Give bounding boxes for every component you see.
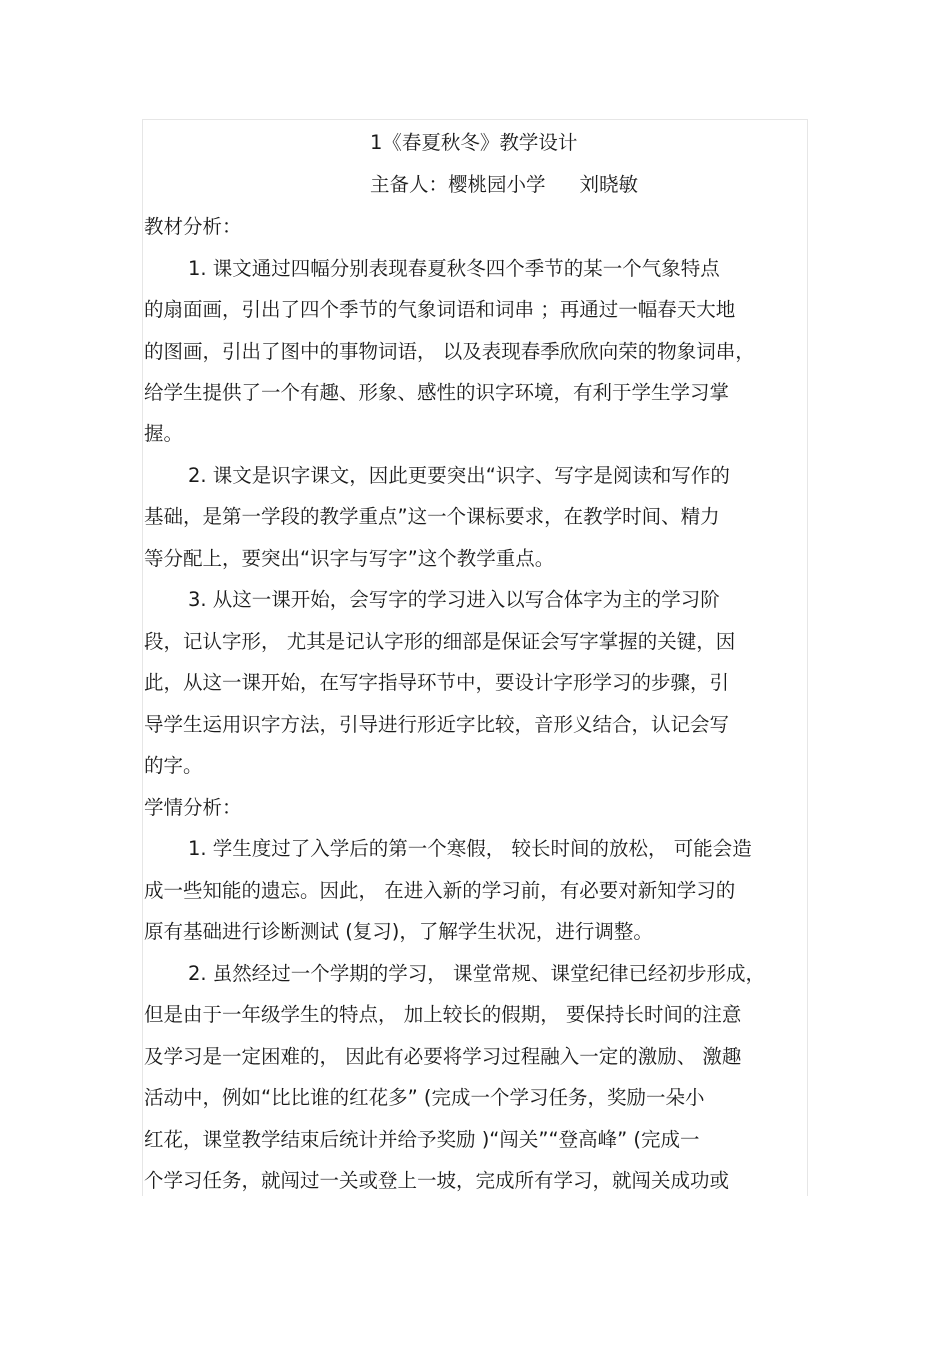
paragraph-line: 2. 虽然经过一个学期的学习， 课堂常规、课堂纪律已经初步形成，: [188, 962, 766, 985]
section-heading-students: 学情分析：: [144, 796, 242, 819]
paragraph-line: 2. 课文是识字课文，因此更要突出“识字、写字是阅读和写作的: [188, 464, 730, 487]
paragraph-line: 1. 学生度过了入学后的第一个寒假， 较长时间的放松， 可能会造: [188, 837, 752, 860]
paragraph-line: 给学生提供了一个有趣、形象、感性的识字环境，有利于学生学习掌: [144, 381, 730, 404]
paragraph-line: 及学习是一定困难的， 因此有必要将学习过程融入一定的激励、 激趣: [144, 1045, 742, 1068]
paragraph-line: 段，记认字形， 尤其是记认字形的细部是保证会写字掌握的关键，因: [144, 630, 736, 653]
paragraph-line: 红花，课堂教学结束后统计并给予奖励 )“闯关”“登高峰” (完成一: [144, 1128, 700, 1151]
paragraph-line: 等分配上，要突出“识字与写字”这个教学重点。: [144, 547, 555, 570]
paragraph-line: 但是由于一年级学生的特点， 加上较长的假期， 要保持长时间的注意: [144, 1003, 742, 1026]
author-line: [370, 172, 638, 198]
paragraph-line: 个学习任务，就闯过一关或登上一坡，完成所有学习，就闯关成功或: [144, 1169, 730, 1192]
paragraph-line: 的图画，引出了图中的事物词语， 以及表现春季欣欣向荣的物象词串，: [144, 340, 755, 363]
author-label: 主备人：樱桃园小学: [370, 173, 546, 196]
paragraph-line: 握。: [144, 422, 184, 445]
section-heading-material: 教材分析：: [144, 215, 242, 238]
paragraph-line: 原有基础进行诊断测试 (复习)，了解学生状况，进行调整。: [144, 920, 653, 943]
author-name: 刘晓敏: [579, 173, 639, 196]
paragraph-line: 3. 从这一课开始，会写字的学习进入以写合体字为主的学习阶: [188, 588, 720, 611]
paragraph-line: 的字。: [144, 754, 203, 777]
paragraph-line: 活动中，例如“比比谁的红花多” (完成一个学习任务，奖励一朵小: [144, 1086, 705, 1109]
paragraph-line: 基础，是第一学段的教学重点”这一个课标要求，在教学时间、精力: [144, 505, 720, 528]
paragraph-line: 的扇面画，引出了四个季节的气象词语和词串 ；再通过一幅春天大地: [144, 298, 736, 321]
paragraph-line: 成一些知能的遗忘。因此， 在进入新的学习前，有必要对新知学习的: [144, 879, 736, 902]
paragraph-line: 此，从这一课开始，在写字指导环节中，要设计字形学习的步骤，引: [144, 671, 730, 694]
document-title: 1《春夏秋冬》教学设计: [370, 131, 578, 154]
paragraph-line: 导学生运用识字方法，引导进行形近字比较，音形义结合，认记会写: [144, 713, 730, 736]
paragraph-line: 1. 课文通过四幅分别表现春夏秋冬四个季节的某一个气象特点: [188, 257, 720, 280]
